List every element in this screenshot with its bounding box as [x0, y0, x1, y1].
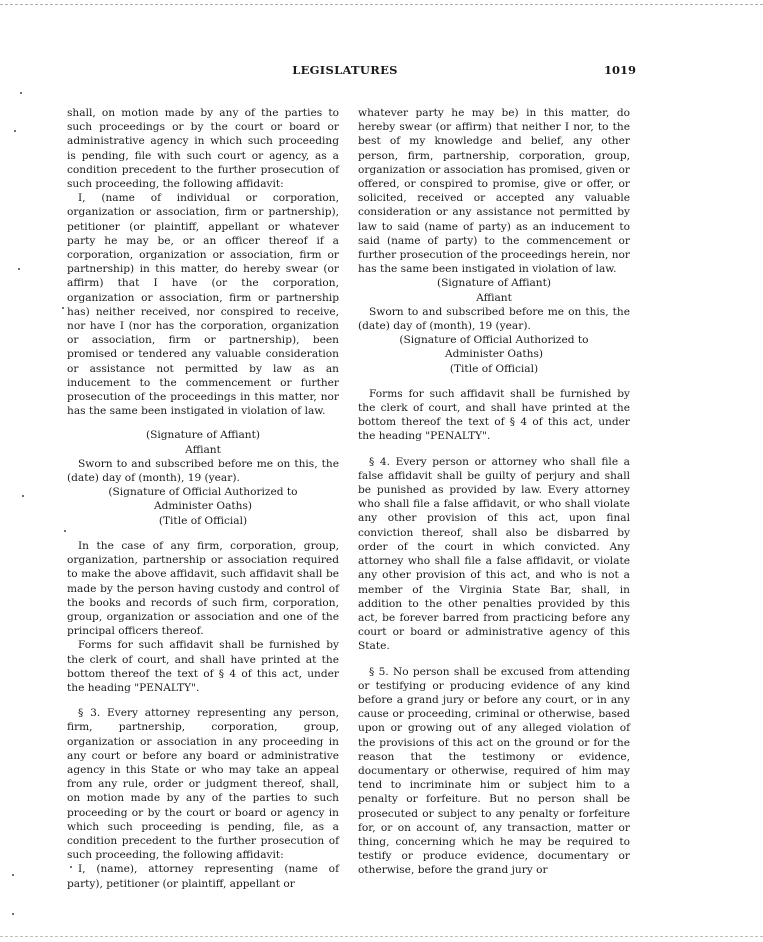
official-signature-line: Administer Oaths) [444, 348, 544, 361]
official-signature-block [358, 333, 630, 376]
page-number: 1019 [604, 63, 637, 77]
official-title-line: (Title of Official) [449, 362, 539, 375]
paragraph: I, (name), attorney representing (name of party), petitioner (or plaintiff, appellant or [67, 863, 339, 890]
scan-speck [62, 307, 64, 309]
scan-speck [12, 913, 14, 915]
signature-line: (Signature of Affiant) [145, 429, 261, 442]
paragraph: I, (name of individual or corporation, organization or association, firm or partnership), petitioner (or plaintiff, appellant or whatever party he may be, or an officer thereof if a corporation, organization or association, firm or partnership) in this matter, do hereby swear (or affirm) that I have (or the corporation, organization or association, firm or partnership has) neither received, nor conspired to receive, nor have I (nor has the corporation, organization or association, firm or partnership), been promised or tendered any valuable consideration or assistance not permitted by law as an inducement to the commencement or further prosecution of the proceedings in this matter, nor has the same been instigated in violation of law. [67, 192, 339, 418]
scan-speck [18, 268, 20, 270]
scan-speck [22, 495, 24, 497]
right-column [358, 106, 630, 878]
sworn-statement: Sworn to and subscribed before me on this, the (date) day of (month), 19 (year). [358, 305, 630, 333]
scan-speck [20, 92, 22, 94]
section-3-paragraph: § 3. Every attorney representing any person, firm, partnership, corporation, group, organization or association in any proceeding in any court or before any board or administrative agency in this State or who may take an appeal from any rule, order or judgment thereof, shall, on motion made by any of the parties to such proceeding or by the court or board or agency in which such proceeding is pending, file, as a condition precedent to the further prosecution of such proceeding, the following affidavit: [67, 707, 339, 862]
official-signature-line: Administer Oaths) [153, 500, 253, 513]
official-title-line: (Title of Official) [158, 514, 248, 527]
scan-speck [14, 130, 16, 132]
section-5-paragraph: § 5. No person shall be excused from attending or testifying or producing evidence of any kind before a grand jury or before any court, or in any cause or proceeding, criminal or otherwise, based upon or growing out of any alleged violation of the provisions of this act on the ground or for the reason that the testimony or evidence, documentary or otherwise, required of him may tend to incriminate him or subject him to a penalty or forfeiture. But no person shall be prosecuted or subject to any penalty or forfeiture for, or on account of, any transaction, matter or thing, concerning which he may be required to testify or produce evidence, documentary or otherwise, before the grand jury or [358, 665, 630, 877]
affiant-label: Affiant [476, 291, 512, 304]
affidavit-signature-block [67, 428, 339, 456]
official-signature-line: (Signature of Official Authorized to [399, 334, 589, 347]
paragraph: In the case of any firm, corporation, group, organization, partnership or association required to make the above affidavit, such affidavit shall be made by the person having custody and control of the books and records of such firm, corporation, group, organization or association and one of the principal officers thereof. [67, 539, 339, 638]
bottom-scan-edge [0, 936, 763, 937]
paragraph: Forms for such affidavit shall be furnished by the clerk of court, and shall have printed at the bottom thereof the text of § 4 of this act, under the heading "PENALTY". [358, 387, 630, 443]
affidavit-signature-block [358, 276, 630, 304]
official-signature-line: (Signature of Official Authorized to [108, 486, 298, 499]
scan-speck [70, 866, 72, 868]
top-scan-edge [0, 4, 763, 5]
scan-speck [12, 874, 14, 876]
scan-speck [64, 530, 66, 532]
section-4-paragraph: § 4. Every person or attorney who shall file a false affidavit shall be guilty of perjury and shall be punished as provided by law. Every attorney who shall file a false affidavit, or who shall violate any other provision of this act, upon final conviction thereof, shall also be disbarred by order of the court in which convicted. Any attorney who shall file a false affidavit, or violate any other provision of this act, and who is not a member of the Virginia State Bar, shall, in addition to the other penalties provided by this act, be forever barred from practicing before any court or board or administrative agency of this State. [358, 455, 630, 653]
affiant-label: Affiant [185, 443, 221, 456]
sworn-statement: Sworn to and subscribed before me on this, the (date) day of (month), 19 (year). [67, 457, 339, 485]
paragraph: shall, on motion made by any of the parties to such proceedings or by the court or board or administrative agency in which such proceeding is pending, file with such court or agency, as a condition precedent to the further prosecution of such proceeding, the following affidavit: [67, 107, 339, 191]
paragraph: Forms for such affidavit shall be furnished by the clerk of court, and shall have printed at the bottom thereof the text of § 4 of this act, under the heading "PENALTY". [67, 639, 339, 694]
paragraph: whatever party he may be) in this matter, do hereby swear (or affirm) that neither I nor, to the best of my knowledge and belief, any other person, firm, partnership, corporation, group, organization or association has promised, given or offered, or conspired to promise, give or offer, or solicited, received or accepted any valuable consideration or any assistance not permitted by law to said (name of party) as an inducement to said (name of party) to the commencement or further prosecution of the proceedings herein, nor has the same been instigated in violation of law. [358, 107, 630, 276]
official-signature-block [67, 485, 339, 528]
running-header: LEGISLATURES [292, 63, 398, 77]
left-column [67, 106, 339, 891]
signature-line: (Signature of Affiant) [436, 277, 552, 290]
